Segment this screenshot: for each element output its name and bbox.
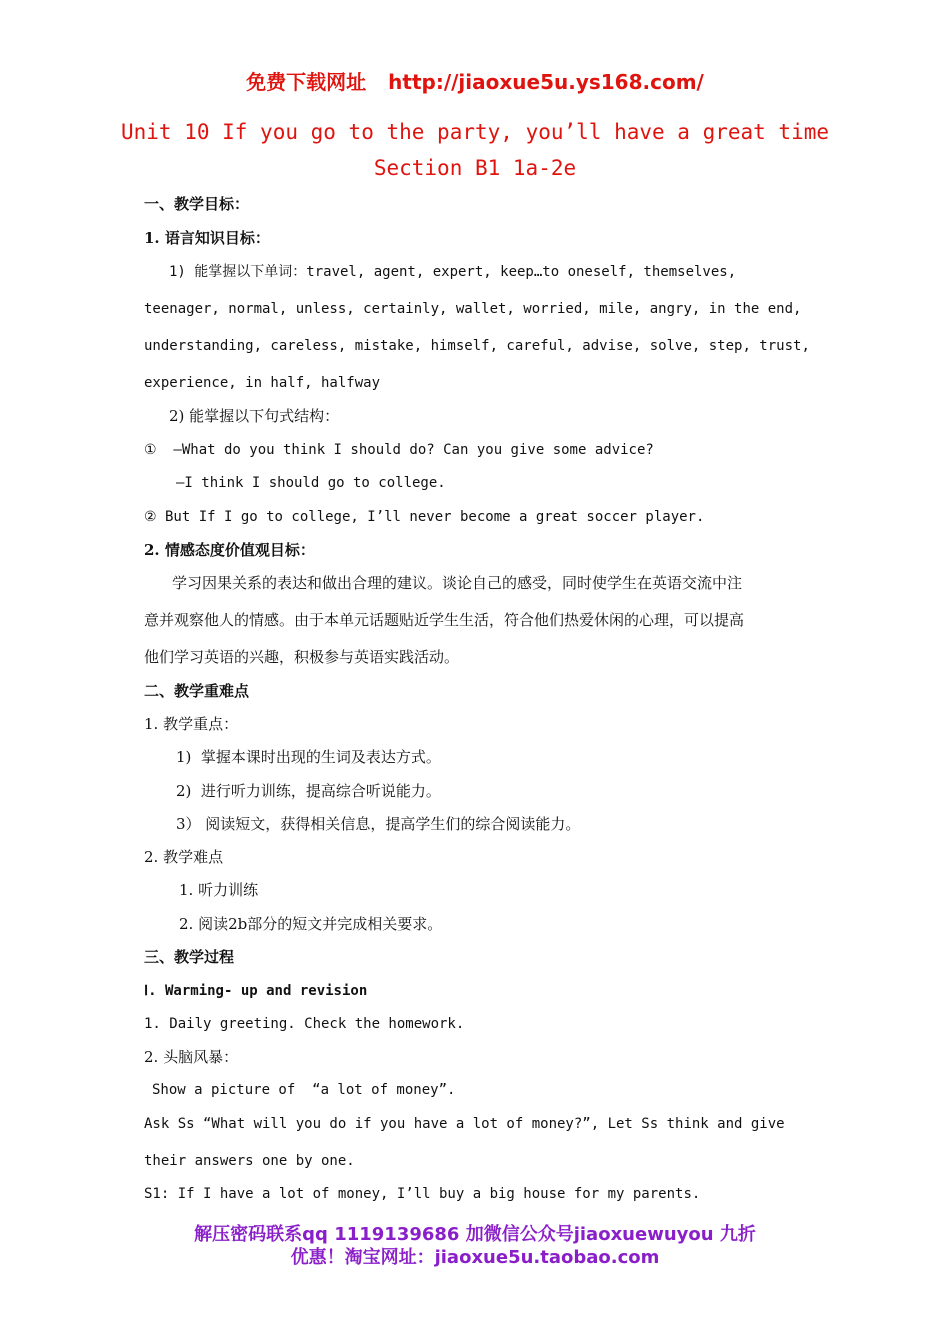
text-line: 他们学习英语的兴趣，积极参与英语实践活动。: [144, 648, 460, 666]
list-item: 2. 阅读2b部分的短文并完成相关要求。: [179, 915, 443, 933]
list-item: 1. 听力训练: [179, 881, 259, 899]
text-line: understanding, careless, mistake, himself, careful, advise, solve, step, trust,: [144, 338, 810, 354]
footer-contact: 解压密码联系qq 1119139686 加微信公众号jiaoxuewuyou 九折: [194, 1224, 756, 1245]
text-line: Ask Ss “What will you do if you have a lot of money?”, Let Ss think and give: [144, 1116, 785, 1132]
text-line: their answers one by one.: [144, 1153, 355, 1169]
text-line: 1) 能掌握以下单词：travel, agent, expert, keep…to oneself, themselves,: [169, 264, 737, 280]
heading-objectives: 一、教学目标：: [144, 195, 250, 213]
heading-key-points: 二、教学重难点: [144, 682, 250, 700]
section-title: Section B1 1a-2e: [373, 156, 577, 180]
header-url-link[interactable]: http://jiaoxue5u.ys168.com/: [388, 70, 704, 94]
text-line: 学习因果关系的表达和做出合理的建议。谈论自己的感受，同时使学生在英语交流中注: [172, 574, 743, 592]
list-item: 3） 阅读短文，获得相关信息，提高学生们的综合阅读能力。: [176, 815, 581, 833]
text-line: 2) 能掌握以下句式结构：: [169, 407, 340, 425]
text-line: —I think I should go to college.: [176, 475, 446, 491]
heading-procedure: 三、教学过程: [144, 948, 235, 966]
text-line: S1: If I have a lot of money, I’ll buy a big house for my parents.: [144, 1186, 701, 1202]
text-line: Show a picture of “a lot of money”.: [152, 1082, 456, 1098]
subheading-language: 1. 语言知识目标：: [144, 229, 270, 247]
unit-title: Unit 10 If you go to the party, you’ll have a great time: [120, 120, 829, 144]
text-line: 1. Daily greeting. Check the homework.: [144, 1016, 465, 1032]
list-item: 2) 进行听力训练，提高综合听说能力。: [176, 782, 441, 800]
text-line: 2. 头脑风暴：: [144, 1048, 239, 1066]
text-line: ② But If I go to college, I’ll never become a great soccer player.: [144, 509, 705, 525]
download-header: [0, 66, 950, 95]
subheading-attitude: 2. 情感态度价值观目标：: [144, 541, 315, 559]
text-line: experience, in half, halfway: [144, 375, 381, 391]
step-heading: Ⅰ. Warming- up and revision: [144, 983, 368, 999]
text-line: ① —What do you think I should do? Can you give some advice?: [144, 442, 654, 458]
list-item: 1) 掌握本课时出现的生词及表达方式。: [176, 748, 441, 766]
text-line: 2. 教学难点: [144, 848, 224, 866]
header-label: 免费下载网址: [246, 70, 367, 94]
text-line: teenager, normal, unless, certainly, wallet, worried, mile, angry, in the end,: [144, 301, 802, 317]
text-line: 意并观察他人的情感。由于本单元话题贴近学生生活，符合他们热爱休闲的心理，可以提高: [144, 611, 745, 629]
footer-shop-link[interactable]: 优惠！淘宝网址：jiaoxue5u.taobao.com: [290, 1247, 660, 1268]
text-line: 1. 教学重点：: [144, 715, 239, 733]
